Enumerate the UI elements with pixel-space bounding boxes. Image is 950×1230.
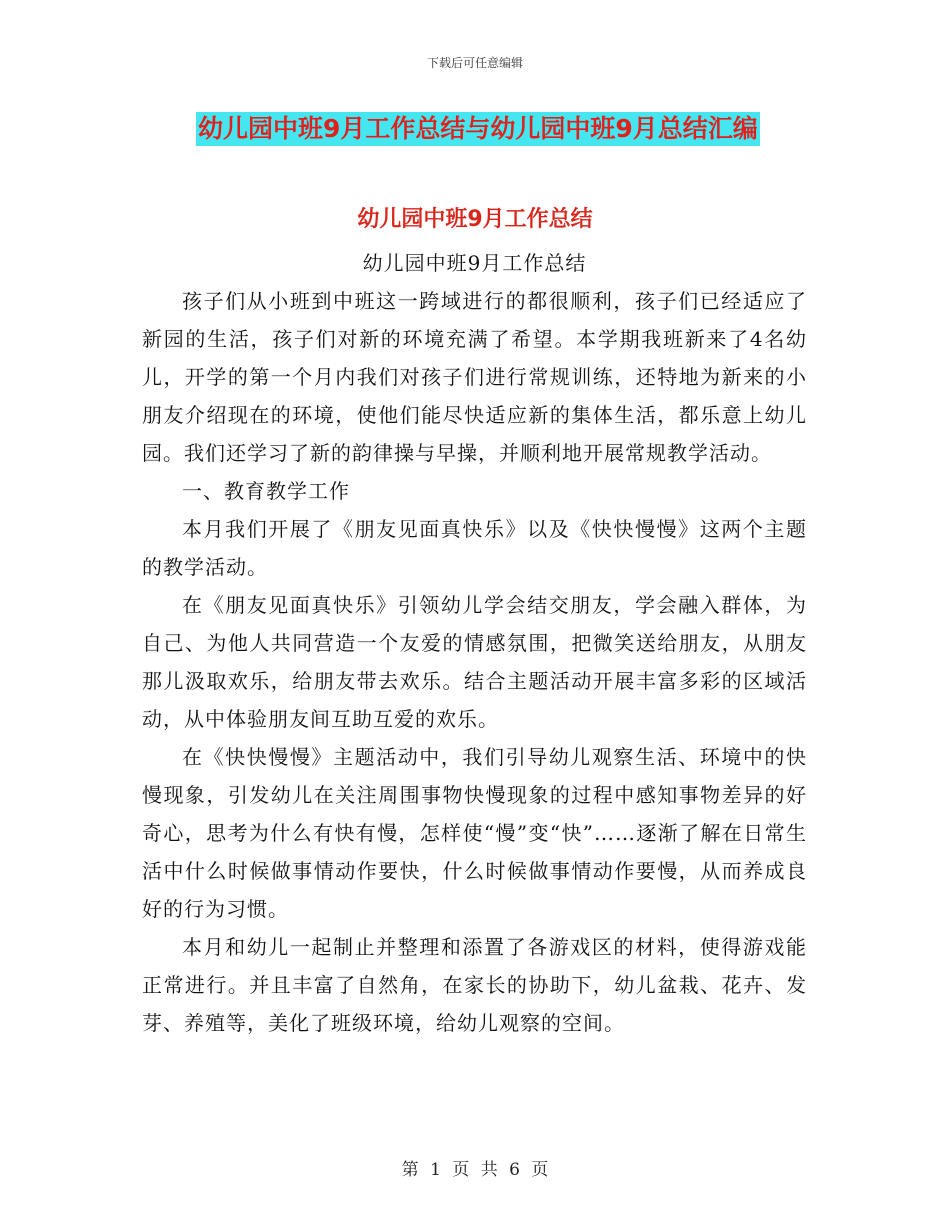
heading-teaching-work: 一、教育教学工作 <box>182 479 350 503</box>
subtitle: 幼儿园中班9月工作总结 <box>362 251 587 275</box>
paragraph-play-areas: 本月和幼儿一起制止并整理和添置了各游戏区的材料，使得游戏能正常进行。并且丰富了自然角，在家长的协助下，幼儿盆栽、花卉、发芽、养殖等，美化了班级环境，给幼儿观察的空间。 <box>142 935 807 1035</box>
header-note: 下载后可任意编辑 <box>426 56 523 70</box>
paragraph-fast-slow-theme: 在《快快慢慢》主题活动中，我们引导幼儿观察生活、环境中的快慢现象，引发幼儿在关注周围事物快慢现象的过程中感知事物差异的好奇心，思考为什么有快有慢，怎样使“慢”变“快”……逐渐了解在日常生活中什么时候做事情动作要快，什么时候做事情动作要慢，从而养成良好的行为习惯。 <box>142 745 807 921</box>
section-title: 幼儿园中班9月工作总结 <box>357 207 593 232</box>
document-body <box>142 244 807 1042</box>
document-main-title: 幼儿园中班9月工作总结与幼儿园中班9月总结汇编 <box>196 112 760 146</box>
paragraph-themes: 本月我们开展了《朋友见面真快乐》以及《快快慢慢》这两个主题的教学活动。 <box>142 517 807 579</box>
paragraph-intro: 孩子们从小班到中班这一跨域进行的都很顺利，孩子们已经适应了新园的生活，孩子们对新的环境充满了希望。本学期我班新来了4名幼儿，开学的第一个月内我们对孩子们进行常规训练，还特地为新来的小朋友介绍现在的环境，使他们能尽快适应新的集体生活，都乐意上幼儿园。我们还学习了新的韵律操与早操，并顺利地开展常规教学活动。 <box>142 289 807 465</box>
page-footer: 第 1 页 共 6 页 <box>401 1160 549 1180</box>
paragraph-friends-theme: 在《朋友见面真快乐》引领幼儿学会结交朋友，学会融入群体，为自己、为他人共同营造一个友爱的情感氛围，把微笑送给朋友，从朋友那儿汲取欢乐，给朋友带去欢乐。结合主题活动开展丰富多彩的区域活动，从中体验朋友间互助互爱的欢乐。 <box>142 593 807 731</box>
